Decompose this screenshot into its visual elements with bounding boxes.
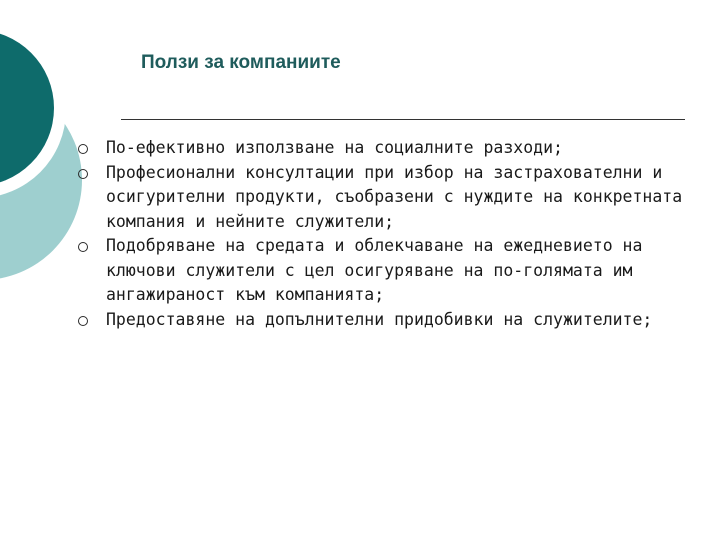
bullet-list — [78, 136, 688, 332]
bullet-text: Професионални консултации при избор на застрахователни и осигурителни продукти, съобразени с нуждите на конкретната компания и нейните служители; — [106, 162, 683, 231]
bullet-text: Предоставяне на допълнителни придобивки на служителите; — [106, 309, 653, 329]
bullet-item — [78, 136, 688, 161]
bullet-item — [78, 308, 688, 333]
slide-title: Ползи за компаниите — [141, 52, 341, 73]
hollow-circle-bullet-icon — [78, 169, 88, 179]
hollow-circle-bullet-icon — [78, 144, 88, 154]
title-divider — [121, 119, 685, 120]
bullet-text: По-ефективно използване на социалните разходи; — [106, 138, 563, 157]
bullet-item — [78, 234, 688, 308]
hollow-circle-bullet-icon — [78, 316, 88, 326]
bullet-item — [78, 161, 688, 235]
bullet-text: Подобряване на средата и облекчаване на ежедневието на ключови служители с цел осигуряване на по-голямата им ангажираност към компанията; — [106, 236, 643, 304]
hollow-circle-bullet-icon — [78, 242, 88, 252]
